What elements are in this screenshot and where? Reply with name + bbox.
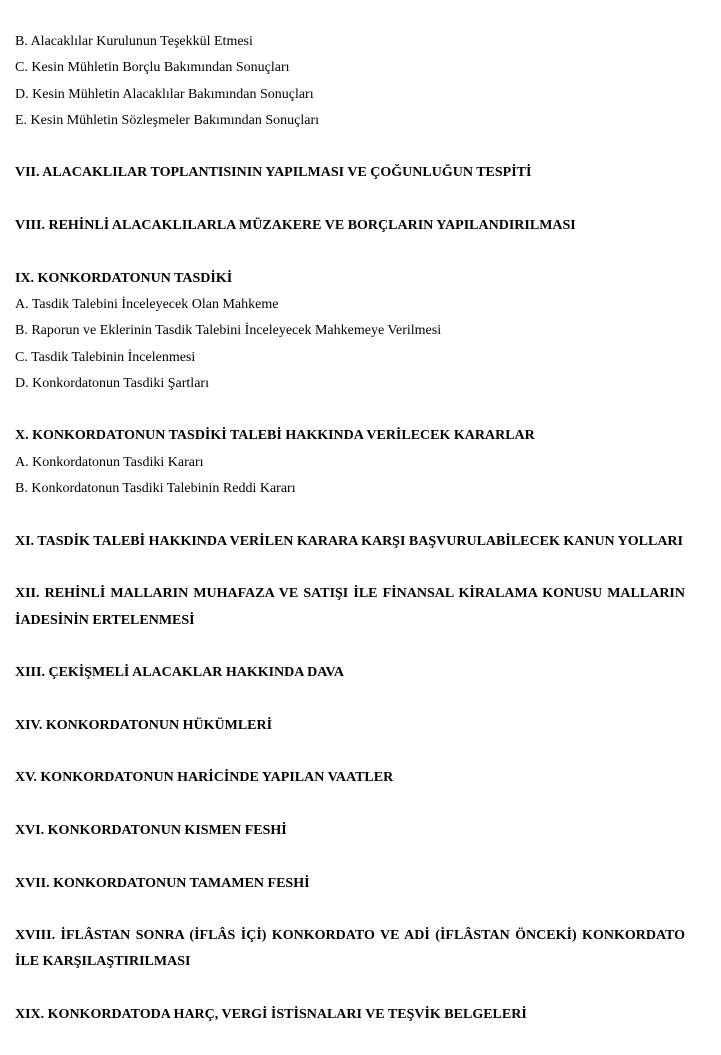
toc-subitem: B. Konkordatonun Tasdiki Talebinin Reddi Kararı: [15, 481, 296, 497]
spacer: [15, 844, 685, 870]
toc-section-heading: X. KONKORDATONUN TASDİKİ TALEBİ HAKKINDA VERİLECEK KARARLAR: [15, 428, 535, 444]
toc-subitem: D. Konkordatonun Tasdiki Şartları: [15, 375, 209, 391]
toc-subitem: C. Kesin Mühletin Borçlu Bakımından Sonuçları: [15, 60, 290, 76]
toc-subitem: E. Kesin Mühletin Sözleşmeler Bakımından Sonuçları: [15, 112, 320, 128]
toc-section-heading: XI. TASDİK TALEBİ HAKKINDA VERİLEN KARARA KARŞI BAŞVURULABİLECEK KANUN YOLLARI: [15, 533, 683, 549]
spacer: [15, 897, 685, 923]
spacer: [15, 239, 685, 265]
spacer: [15, 555, 685, 581]
toc-subitem: A. Konkordatonun Tasdiki Kararı: [15, 454, 204, 470]
toc-section-heading: VII. ALACAKLILAR TOPLANTISININ YAPILMASI VE ÇOĞUNLUĞUN TESPİTİ: [15, 165, 532, 181]
toc-section-heading: XIV. KONKORDATONUN HÜKÜMLERİ: [15, 717, 273, 733]
toc-subitem: C. Tasdik Talebinin İncelenmesi: [15, 349, 196, 365]
toc-section-heading: XV. KONKORDATONUN HARİCİNDE YAPILAN VAATLER: [15, 770, 394, 786]
spacer: [15, 502, 685, 528]
toc-subitem: B. Raporun ve Eklerinin Tasdik Talebini İnceleyecek Mahkemeye Verilmesi: [15, 323, 442, 339]
spacer: [15, 397, 685, 423]
spacer: [15, 187, 685, 213]
spacer: [15, 976, 685, 1002]
table-of-contents: [15, 29, 685, 1028]
toc-section-heading: IX. KONKORDATONUN TASDİKİ: [15, 270, 233, 286]
spacer: [15, 792, 685, 818]
spacer: [15, 686, 685, 712]
toc-subitem: B. Alacaklılar Kurulunun Teşekkül Etmesi: [15, 34, 253, 49]
toc-section-heading: XII. REHİNLİ MALLARIN MUHAFAZA VE SATIŞI İLE FİNANSAL KİRALAMA KONUSU MALLARIN İADESİNİN ERTELENMESİ: [15, 586, 685, 628]
spacer: [15, 134, 685, 160]
spacer: [15, 739, 685, 765]
toc-section-heading: XIII. ÇEKİŞMELİ ALACAKLAR HAKKINDA DAVA: [15, 665, 344, 681]
toc-section-heading: VIII. REHİNLİ ALACAKLILARLA MÜZAKERE VE BORÇLARIN YAPILANDIRILMASI: [15, 218, 576, 234]
toc-section-heading: XIX. KONKORDATODA HARÇ, VERGİ İSTİSNALARI VE TEŞVİK BELGELERİ: [15, 1006, 527, 1022]
toc-subitem: A. Tasdik Talebini İnceleyecek Olan Mahkeme: [15, 296, 279, 312]
spacer: [15, 634, 685, 660]
toc-section-heading: XVI. KONKORDATONUN KISMEN FESHİ: [15, 822, 287, 838]
toc-subitem: D. Kesin Mühletin Alacaklılar Bakımından Sonuçları: [15, 86, 314, 102]
toc-section-heading: XVIII. İFLÂSTAN SONRA (İFLÂS İÇİ) KONKORDATO VE ADİ (İFLÂSTAN ÖNCEKİ) KONKORDATO İLE KARŞILAŞTIRILMASI: [15, 928, 685, 970]
toc-section-heading: XVII. KONKORDATONUN TAMAMEN FESHİ: [15, 875, 310, 891]
